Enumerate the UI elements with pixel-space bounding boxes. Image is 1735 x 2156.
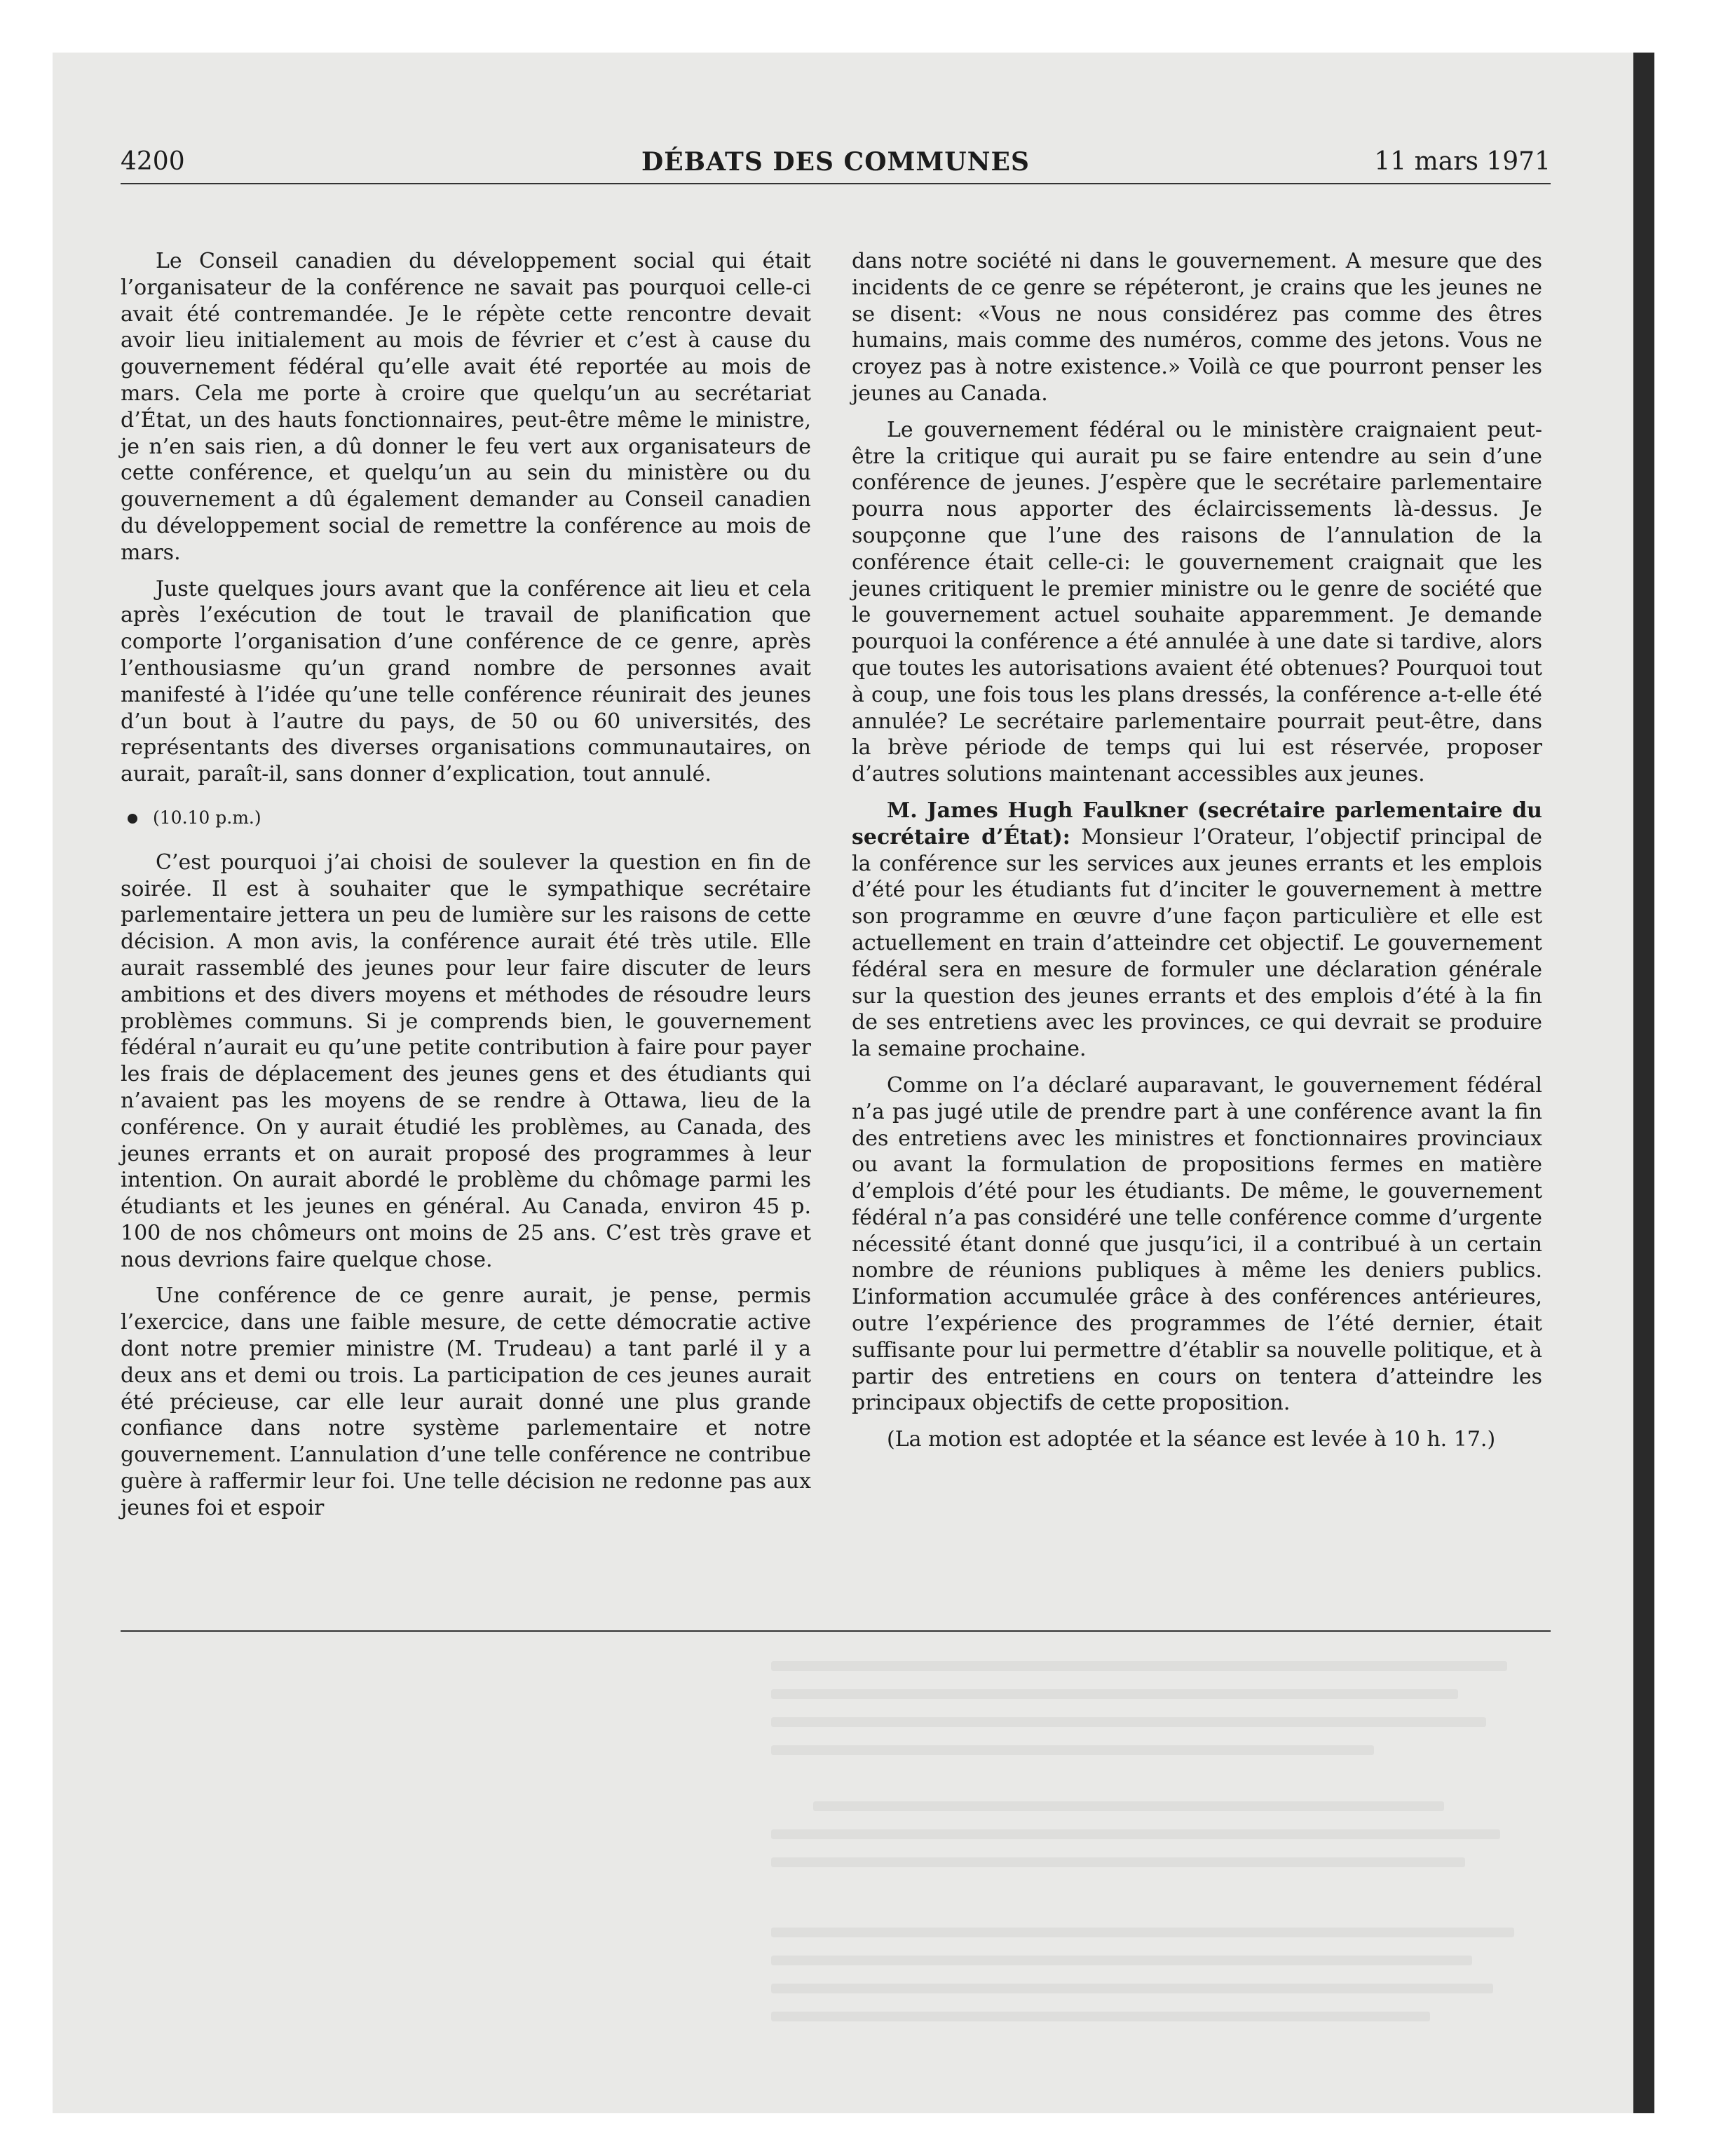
- header-date: 11 mars 1971: [1374, 147, 1551, 176]
- speaker-name: M. James Hugh Faulkner (secrétaire parlementaire du secrétaire d’État):: [852, 798, 1542, 850]
- paragraph-continued: dans notre société ni dans le gouvernement. A mesure que des incidents de ce genre se répéteront, je crains que les jeunes ne se disent: «Vous ne nous considérez pas comme des êtres humains, mais comme des numéros, comme des jetons. Vous ne croyez pas à notre existence.» Voilà ce que pourront penser les jeunes au Canada.: [852, 249, 1542, 406]
- bottom-rule: [121, 1630, 1551, 1632]
- speaker-text: Monsieur l’Orateur, l’objectif principal de la conférence sur les services aux jeunes errants et les emplois d’été pour les étudiants fut d’inciter le gouvernement à mettre son programme en œuvre d’une façon particulière et elle est actuellement en train d’atteindre cet objectif. Le gouvernement fédéral sera en mesure de formuler une déclaration générale sur la question des jeunes errants et des emplois d’été à la fin de ses entretiens avec les provinces, ce qui devrait se produire la semaine prochaine.: [852, 824, 1543, 1062]
- paragraph: Comme on l’a déclaré auparavant, le gouvernement fédéral n’a pas jugé utile de prendre part à une conférence avant la fin des entretiens avec les ministres et fonctionnaires provinciaux ou avant la formulation de propositions fermes en matière d’emplois d’été pour les étudiants. De même, le gouvernement fédéral n’a pas considéré une telle conférence comme d’urgente nécessité étant donné que jusqu’ici, il a contribué à un certain nombre de réunions publiques à même les deniers publics. L’information accumulée grâce à des conférences antérieures, outre l’expérience des programmes de l’été dernier, était suffisante pour lui permettre d’établir sa nouvelle politique, et à partir des entretiens en cours on tentera d’atteindre les principaux objectifs de cette proposition.: [852, 1072, 1542, 1416]
- right-column: [852, 248, 1542, 1463]
- paragraph: Le gouvernement fédéral ou le ministère craignaient peut-être la critique qui aurait pu se faire entendre au sein d’une conférence de jeunes. J’espère que le secrétaire parlementaire pourra nous apporter des éclaircissements là-dessus. Je soupçonne que l’une des raisons de l’annulation de la conférence était celle-ci: le gouvernement craignait que les jeunes critiquent le premier ministre ou le genre de société que le gouvernement actuel souhaite apparemment. Je demande pourquoi la conférence a été annulée à une date si tardive, alors que toutes les autorisations avaient été obtenues? Pourquoi tout à coup, une fois tous les plans dressés, la conférence a-t-elle été annulée? Le secrétaire parlementaire pourrait peut-être, dans la brève période de temps qui lui est réservée, proposer d’autres solutions maintenant accessibles aux jeunes.: [852, 417, 1542, 787]
- speaker-paragraph: [852, 798, 1542, 1063]
- scan-edge: [1633, 53, 1654, 2113]
- paragraph: Juste quelques jours avant que la conférence ait lieu et cela après l’exécution de tout le travail de planification que comporte l’organisation d’une conférence de ce genre, après l’enthousiasme qu’un grand nombre de personnes avait manifesté à l’idée qu’une telle conférence réunirait des jeunes d’un bout à l’autre du pays, de 50 ou 60 universités, des représentants des diverses organisations communautaires, on aurait, paraît-il, sans donner d’explication, tout annulé.: [121, 576, 811, 787]
- left-column: [121, 248, 811, 1531]
- time-marker: [121, 805, 811, 831]
- bleed-through: [771, 1647, 1577, 2082]
- page-number: 4200: [121, 147, 185, 176]
- paragraph: C’est pourquoi j’ai choisi de soulever la question en fin de soirée. Il est à souhaiter que le sympathique secrétaire parlementaire jettera un peu de lumière sur les raisons de cette décision. A mon avis, la conférence aurait été très utile. Elle aurait rassemblé des jeunes pour leur faire discuter de leurs ambitions et des divers moyens et méthodes de résoudre leurs problèmes communs. Si je comprends bien, le gouvernement fédéral n’aurait eu qu’une petite contribution à faire pour payer les frais de déplacement des jeunes gens et des étudiants qui n’avaient pas les moyens de se rendre à Ottawa, lieu de la conférence. On y aurait étudié les problèmes, au Canada, des jeunes errants et on aurait proposé des programmes à leur intention. On aurait abordé le problème du chômage parmi les étudiants et les jeunes en général. Au Canada, environ 45 p. 100 de nos chômeurs ont moins de 25 ans. C’est très grave et nous devrions faire quelque chose.: [121, 850, 811, 1272]
- journal-title: DÉBATS DES COMMUNES: [641, 147, 1030, 177]
- closing-note: (La motion est adoptée et la séance est levée à 10 h. 17.): [887, 1427, 1496, 1452]
- time-marker-text: (10.10 p.m.): [153, 807, 261, 828]
- paragraph: Le Conseil canadien du développement social qui était l’organisateur de la conférence ne savait pas pourquoi celle-ci avait été contremandée. Je le répète cette rencontre devait avoir lieu initialement au mois de février et c’est à cause du gouvernement fédéral qu’elle avait été reportée au mois de mars. Cela me porte à croire que quelqu’un au secrétariat d’État, un des hauts fonctionnaires, peut-être même le ministre, je n’en sais rien, a dû donner le feu vert aux organisateurs de cette conférence, et quelqu’un au sein du ministère ou du gouvernement a dû également demander au Conseil canadien du développement social de remettre la conférence au mois de mars.: [121, 249, 811, 565]
- bullet-icon: [128, 814, 137, 824]
- header-rule: [121, 183, 1551, 184]
- paragraph: Une conférence de ce genre aurait, je pense, permis l’exercice, dans une faible mesure, de cette démocratie active dont notre premier ministre (M. Trudeau) a tant parlé il y a deux ans et demi ou trois. La participation de ces jeunes aurait été précieuse, car elle leur aurait donné une plus grande confiance dans notre système parlementaire et notre gouvernement. L’annulation d’une telle conférence ne contribue guère à raffermir leur foi. Une telle décision ne redonne pas aux jeunes foi et espoir: [121, 1283, 811, 1520]
